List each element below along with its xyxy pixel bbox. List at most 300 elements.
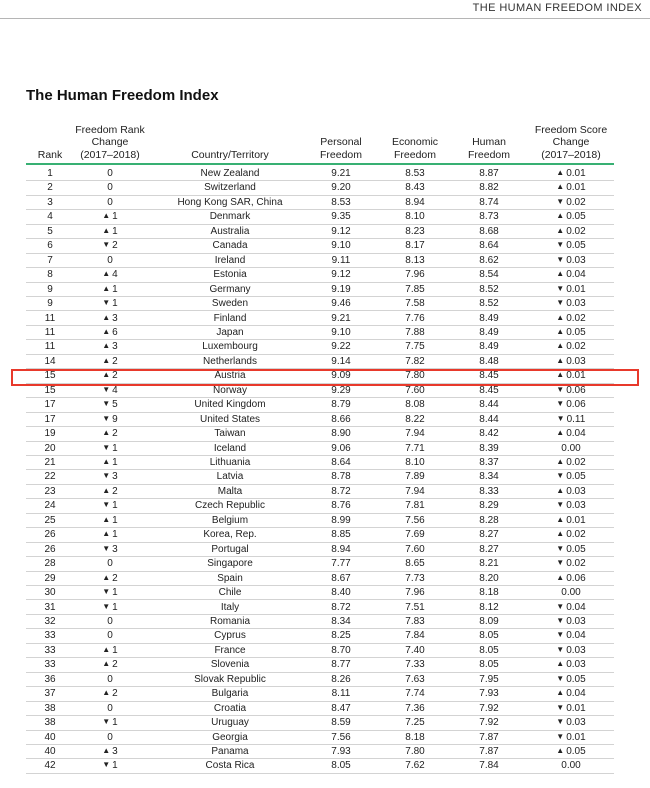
economic-freedom-cell: 7.88	[405, 326, 425, 338]
personal-freedom-cell: 8.72	[331, 601, 351, 613]
country-cell: Australia	[210, 225, 250, 237]
country-cell: Netherlands	[203, 355, 257, 367]
country-cell: Japan	[216, 326, 244, 338]
header-human-freedom: Human Freedom	[467, 136, 510, 161]
economic-freedom-cell: 8.13	[405, 254, 425, 266]
table-row	[0, 731, 650, 745]
rank-cell: 20	[44, 442, 56, 454]
personal-freedom-cell: 8.05	[331, 760, 351, 772]
rank-change-cell: ▲ 3	[102, 746, 118, 757]
score-change-cell: ▲ 0.05	[556, 326, 586, 338]
human-freedom-cell: 8.27	[479, 543, 499, 555]
score-change-cell: ▼ 0.02	[556, 558, 586, 570]
table-row	[0, 312, 650, 326]
table-row	[0, 196, 650, 210]
score-change-cell: ▲ 0.04	[556, 428, 586, 440]
personal-freedom-cell: 8.26	[331, 673, 351, 685]
human-freedom-cell: 8.49	[479, 326, 499, 338]
rank-cell: 11	[44, 312, 56, 324]
score-change-cell: ▼ 0.04	[556, 601, 586, 613]
personal-freedom-cell: 9.21	[331, 312, 351, 324]
human-freedom-cell: 7.93	[479, 688, 499, 700]
rank-cell: 21	[44, 457, 56, 468]
rank-cell: 9	[47, 298, 53, 310]
table-row	[0, 745, 650, 759]
rank-cell: 17	[44, 413, 56, 425]
country-cell: Taiwan	[214, 428, 246, 440]
human-freedom-cell: 7.95	[479, 673, 499, 685]
personal-freedom-cell: 8.76	[331, 500, 351, 512]
country-cell: France	[214, 644, 246, 656]
economic-freedom-cell: 8.22	[405, 413, 425, 425]
rank-change-cell: ▲ 2	[102, 659, 118, 671]
score-change-cell: ▲ 0.03	[556, 659, 586, 671]
rank-cell: 9	[47, 283, 53, 295]
human-freedom-cell: 8.12	[479, 601, 499, 613]
human-freedom-cell: 8.29	[479, 500, 499, 512]
economic-freedom-cell: 7.80	[405, 370, 425, 382]
rank-change-cell: ▼ 3	[102, 543, 118, 555]
rank-change-cell: ▼ 1	[102, 760, 118, 772]
economic-freedom-cell: 7.73	[405, 572, 425, 584]
economic-freedom-cell: 8.23	[405, 225, 425, 237]
rank-change-cell: ▲ 1	[102, 211, 118, 223]
score-change-cell: ▼ 0.03	[556, 615, 586, 627]
country-cell: Panama	[211, 746, 249, 757]
table-title: The Human Freedom Index	[26, 87, 219, 104]
economic-freedom-cell: 7.74	[405, 688, 425, 700]
human-freedom-cell: 8.62	[479, 254, 499, 266]
table-row	[0, 413, 650, 427]
score-change-cell: ▼ 0.03	[556, 500, 586, 512]
rank-cell: 28	[44, 558, 56, 570]
personal-freedom-cell: 8.64	[331, 457, 351, 468]
rank-change-cell: ▼ 1	[102, 717, 118, 729]
economic-freedom-cell: 7.60	[405, 384, 425, 396]
score-change-cell: ▼ 0.06	[556, 384, 586, 396]
table-row	[0, 658, 650, 672]
rank-change-cell: ▼ 9	[102, 413, 118, 425]
personal-freedom-cell: 8.47	[331, 702, 351, 714]
table-row	[0, 629, 650, 643]
country-cell: Sweden	[211, 298, 249, 310]
country-cell: Portugal	[211, 543, 249, 555]
economic-freedom-cell: 8.10	[405, 457, 425, 468]
personal-freedom-cell: 9.19	[331, 283, 351, 295]
rank-cell: 33	[44, 630, 56, 642]
score-change-cell: ▼ 0.05	[556, 240, 586, 252]
rank-cell: 22	[44, 471, 56, 483]
personal-freedom-cell: 8.40	[331, 587, 351, 599]
country-cell: Finland	[213, 312, 247, 324]
economic-freedom-cell: 8.18	[405, 731, 425, 743]
human-freedom-cell: 8.42	[479, 428, 499, 440]
rank-cell: 25	[44, 514, 56, 526]
rank-change-cell: ▼ 1	[102, 500, 118, 512]
rank-change-cell: ▲ 2	[102, 355, 118, 367]
human-freedom-cell: 8.05	[479, 659, 499, 671]
score-change-cell: ▼ 0.02	[556, 196, 586, 208]
table-row	[0, 326, 650, 340]
rank-cell: 36	[44, 673, 56, 685]
economic-freedom-cell: 8.10	[405, 211, 425, 223]
country-cell: Luxembourg	[202, 341, 258, 353]
rank-change-cell: ▲ 6	[102, 326, 118, 338]
human-freedom-cell: 8.05	[479, 630, 499, 642]
country-cell: Estonia	[213, 269, 247, 281]
rank-change-cell: 0	[107, 182, 113, 194]
rank-cell: 19	[44, 428, 56, 440]
country-cell: Austria	[214, 370, 246, 382]
country-cell: Korea, Rep.	[203, 529, 257, 541]
economic-freedom-cell: 7.56	[405, 514, 425, 526]
score-change-cell: ▲ 0.02	[556, 341, 586, 353]
rank-cell: 38	[44, 702, 56, 714]
country-cell: Romania	[209, 615, 251, 627]
rank-cell: 32	[44, 615, 56, 627]
rank-change-cell: 0	[107, 702, 113, 714]
human-freedom-cell: 8.52	[479, 283, 499, 295]
score-change-cell: ▲ 0.01	[556, 514, 586, 526]
table-row	[0, 283, 650, 297]
score-change-cell: ▲ 0.02	[556, 529, 586, 541]
rank-change-cell: ▲ 2	[102, 428, 118, 440]
human-freedom-cell: 8.18	[479, 587, 499, 599]
personal-freedom-cell: 9.29	[331, 384, 351, 396]
table-row	[0, 514, 650, 528]
rank-cell: 11	[44, 341, 56, 353]
personal-freedom-cell: 8.59	[331, 717, 351, 729]
table-row	[0, 586, 650, 600]
score-change-cell: ▲ 0.05	[556, 746, 586, 757]
economic-freedom-cell: 7.89	[405, 471, 425, 483]
score-change-cell: ▲ 0.01	[556, 168, 586, 179]
country-cell: Costa Rica	[205, 760, 255, 772]
rank-change-cell: ▼ 1	[102, 442, 118, 454]
rank-cell: 29	[44, 572, 56, 584]
human-freedom-cell: 8.37	[479, 457, 499, 468]
table-row	[0, 442, 650, 456]
rank-cell: 15	[44, 370, 56, 382]
score-change-cell: ▼ 0.01	[556, 731, 586, 743]
human-freedom-cell: 8.74	[479, 196, 499, 208]
rank-change-cell: ▼ 2	[102, 240, 118, 252]
header-rank-change: Freedom Rank Change (2017–2018)	[75, 123, 145, 161]
table-row	[0, 572, 650, 586]
country-cell: Singapore	[207, 558, 253, 570]
score-change-cell: 0.00	[561, 587, 581, 599]
personal-freedom-cell: 8.72	[331, 485, 351, 497]
rank-cell: 4	[47, 211, 53, 223]
rank-change-cell: ▼ 4	[102, 384, 118, 396]
personal-freedom-cell: 8.85	[331, 529, 351, 541]
personal-freedom-cell: 9.46	[331, 298, 351, 310]
personal-freedom-cell: 9.35	[331, 211, 351, 223]
human-freedom-cell: 8.39	[479, 442, 499, 454]
personal-freedom-cell: 9.12	[331, 225, 351, 237]
personal-freedom-cell: 8.99	[331, 514, 351, 526]
personal-freedom-cell: 9.14	[331, 355, 351, 367]
country-cell: Croatia	[213, 702, 247, 714]
personal-freedom-cell: 9.09	[331, 370, 351, 382]
rank-cell: 17	[44, 399, 56, 411]
table-row	[0, 557, 650, 571]
personal-freedom-cell: 8.66	[331, 413, 351, 425]
human-freedom-cell: 8.64	[479, 240, 499, 252]
table-row	[0, 528, 650, 542]
personal-freedom-cell: 8.34	[331, 615, 351, 627]
score-change-cell: ▼ 0.05	[556, 471, 586, 483]
header-economic-freedom: Economic Freedom	[391, 136, 439, 161]
economic-freedom-cell: 7.76	[405, 312, 425, 324]
rank-change-cell: ▲ 2	[102, 485, 118, 497]
personal-freedom-cell: 9.12	[331, 269, 351, 281]
economic-freedom-cell: 7.81	[405, 500, 425, 512]
score-change-cell: ▼ 0.11	[556, 413, 586, 425]
economic-freedom-cell: 7.69	[405, 529, 425, 541]
human-freedom-cell: 8.45	[479, 384, 499, 396]
score-change-cell: ▲ 0.05	[556, 211, 586, 223]
score-change-cell: ▲ 0.06	[556, 572, 586, 584]
economic-freedom-cell: 8.08	[405, 399, 425, 411]
economic-freedom-cell: 7.84	[405, 630, 425, 642]
economic-freedom-cell: 7.83	[405, 615, 425, 627]
personal-freedom-cell: 8.94	[331, 543, 351, 555]
personal-freedom-cell: 7.93	[331, 746, 351, 757]
human-freedom-cell: 8.27	[479, 529, 499, 541]
table-row	[0, 470, 650, 484]
rank-cell: 33	[44, 644, 56, 656]
table-row	[0, 167, 650, 181]
economic-freedom-cell: 7.40	[405, 644, 425, 656]
header-personal-freedom: Personal Freedom	[319, 136, 362, 161]
table-row	[0, 254, 650, 268]
table-row	[0, 355, 650, 369]
rank-change-cell: 0	[107, 731, 113, 743]
personal-freedom-cell: 7.56	[331, 731, 351, 743]
table-row	[0, 181, 650, 195]
rank-change-cell: ▼ 1	[102, 587, 118, 599]
human-freedom-cell: 8.44	[479, 399, 499, 411]
rank-cell: 5	[47, 225, 53, 237]
rank-cell: 11	[44, 326, 56, 338]
score-change-cell: ▼ 0.03	[556, 644, 586, 656]
economic-freedom-cell: 7.58	[405, 298, 425, 310]
score-change-cell: ▲ 0.01	[556, 182, 586, 194]
rank-change-cell: 0	[107, 168, 113, 179]
table-row	[0, 210, 650, 224]
country-cell: Slovak Republic	[194, 673, 266, 685]
rank-cell: 2	[47, 182, 53, 194]
country-cell: Chile	[218, 587, 242, 599]
human-freedom-cell: 8.28	[479, 514, 499, 526]
economic-freedom-cell: 8.43	[405, 182, 425, 194]
rank-change-cell: 0	[107, 630, 113, 642]
rank-cell: 23	[44, 485, 56, 497]
country-cell: Bulgaria	[211, 688, 249, 700]
rank-change-cell: 0	[107, 196, 113, 208]
table-row	[0, 673, 650, 687]
table-row	[0, 644, 650, 658]
human-freedom-cell: 8.52	[479, 298, 499, 310]
rank-cell: 40	[44, 746, 56, 757]
rank-cell: 38	[44, 717, 56, 729]
personal-freedom-cell: 9.22	[331, 341, 351, 353]
header-country: Country/Territory	[191, 148, 269, 161]
score-change-cell: ▼ 0.01	[556, 702, 586, 714]
rank-change-cell: 0	[107, 673, 113, 685]
human-freedom-cell: 8.20	[479, 572, 499, 584]
table-row	[0, 427, 650, 441]
country-cell: New Zealand	[200, 168, 260, 179]
table-row	[0, 398, 650, 412]
table-row	[0, 716, 650, 730]
personal-freedom-cell: 8.11	[331, 688, 351, 700]
country-cell: Spain	[217, 572, 243, 584]
rank-cell: 8	[47, 269, 53, 281]
human-freedom-cell: 8.87	[479, 168, 499, 179]
score-change-cell: ▼ 0.03	[556, 298, 586, 310]
rank-cell: 3	[47, 196, 53, 208]
human-freedom-cell: 8.48	[479, 355, 499, 367]
table-row	[0, 601, 650, 615]
rank-change-cell: ▲ 3	[102, 312, 118, 324]
personal-freedom-cell: 8.90	[331, 428, 351, 440]
human-freedom-cell: 8.05	[479, 644, 499, 656]
personal-freedom-cell: 8.79	[331, 399, 351, 411]
rank-cell: 33	[44, 659, 56, 671]
economic-freedom-cell: 7.25	[405, 717, 425, 729]
country-cell: Malta	[217, 485, 243, 497]
table-row	[0, 615, 650, 629]
score-change-cell: ▲ 0.02	[556, 312, 586, 324]
table-row	[0, 239, 650, 253]
table-row	[0, 340, 650, 354]
running-head-rule	[0, 18, 650, 19]
personal-freedom-cell: 8.70	[331, 644, 351, 656]
table-row	[0, 485, 650, 499]
personal-freedom-cell: 8.67	[331, 572, 351, 584]
score-change-cell: ▲ 0.03	[556, 485, 586, 497]
human-freedom-cell: 8.34	[479, 471, 499, 483]
human-freedom-cell: 7.92	[479, 702, 499, 714]
rank-cell: 30	[44, 587, 56, 599]
economic-freedom-cell: 7.82	[405, 355, 425, 367]
human-freedom-cell: 8.49	[479, 312, 499, 324]
human-freedom-cell: 7.87	[479, 731, 499, 743]
economic-freedom-cell: 7.62	[405, 760, 425, 772]
country-cell: Cyprus	[214, 630, 246, 642]
economic-freedom-cell: 7.51	[405, 601, 425, 613]
human-freedom-cell: 8.45	[479, 370, 499, 382]
country-cell: Canada	[212, 240, 248, 252]
economic-freedom-cell: 7.60	[405, 543, 425, 555]
rank-change-cell: ▲ 1	[102, 514, 118, 526]
country-cell: Norway	[213, 384, 247, 396]
economic-freedom-cell: 7.94	[405, 428, 425, 440]
economic-freedom-cell: 7.96	[405, 269, 425, 281]
rank-change-cell: ▲ 1	[102, 283, 118, 295]
economic-freedom-cell: 7.63	[405, 673, 425, 685]
score-change-cell: ▼ 0.03	[556, 254, 586, 266]
human-freedom-cell: 8.54	[479, 269, 499, 281]
rank-cell: 26	[44, 543, 56, 555]
personal-freedom-cell: 9.10	[331, 240, 351, 252]
rank-cell: 37	[44, 688, 56, 700]
rank-cell: 6	[47, 240, 53, 252]
country-cell: Slovenia	[210, 659, 250, 671]
human-freedom-cell: 8.09	[479, 615, 499, 627]
country-cell: United States	[199, 413, 261, 425]
personal-freedom-cell: 8.53	[331, 196, 351, 208]
rank-cell: 31	[44, 601, 56, 613]
country-cell: Switzerland	[204, 182, 256, 194]
rank-cell: 15	[44, 384, 56, 396]
rank-cell: 26	[44, 529, 56, 541]
score-change-cell: ▲ 0.04	[556, 688, 586, 700]
human-freedom-cell: 8.21	[479, 558, 499, 570]
economic-freedom-cell: 8.94	[405, 196, 425, 208]
human-freedom-cell: 7.87	[479, 746, 499, 757]
rank-cell: 7	[47, 254, 53, 266]
rank-change-cell: ▲ 2	[102, 688, 118, 700]
highlight-box	[11, 369, 639, 386]
personal-freedom-cell: 7.77	[331, 558, 351, 570]
rank-change-cell: ▼ 1	[102, 298, 118, 310]
economic-freedom-cell: 7.75	[405, 341, 425, 353]
rank-cell: 40	[44, 731, 56, 743]
personal-freedom-cell: 9.10	[331, 326, 351, 338]
personal-freedom-cell: 8.77	[331, 659, 351, 671]
human-freedom-cell: 8.68	[479, 225, 499, 237]
table-row	[0, 297, 650, 311]
personal-freedom-cell: 8.25	[331, 630, 351, 642]
rank-cell: 42	[44, 760, 56, 772]
score-change-cell: ▼ 0.03	[556, 717, 586, 729]
country-cell: Denmark	[209, 211, 251, 223]
country-cell: Italy	[220, 601, 240, 613]
rank-change-cell: ▲ 2	[102, 572, 118, 584]
human-freedom-cell: 8.49	[479, 341, 499, 353]
rank-change-cell: ▲ 1	[102, 529, 118, 541]
rank-change-cell: 0	[107, 254, 113, 266]
rank-change-cell: 0	[107, 615, 113, 627]
score-change-cell: ▼ 0.05	[556, 543, 586, 555]
country-cell: Iceland	[213, 442, 247, 454]
table-row	[0, 759, 650, 773]
personal-freedom-cell: 8.78	[331, 471, 351, 483]
country-cell: Latvia	[216, 471, 244, 483]
human-freedom-cell: 8.33	[479, 485, 499, 497]
economic-freedom-cell: 7.85	[405, 283, 425, 295]
economic-freedom-cell: 7.80	[405, 746, 425, 757]
score-change-cell: ▲ 0.03	[556, 355, 586, 367]
country-cell: Czech Republic	[194, 500, 266, 512]
country-cell: Belgium	[211, 514, 249, 526]
rank-change-cell: ▲ 1	[102, 225, 118, 237]
rank-change-cell: ▲ 1	[102, 644, 118, 656]
economic-freedom-cell: 7.36	[405, 702, 425, 714]
rank-change-cell: ▲ 1	[102, 457, 118, 468]
country-cell: Ireland	[214, 254, 246, 266]
economic-freedom-cell: 8.53	[405, 168, 425, 179]
country-cell: Germany	[209, 283, 251, 295]
rank-change-cell: ▲ 2	[102, 370, 118, 382]
economic-freedom-cell: 7.96	[405, 587, 425, 599]
country-cell: Georgia	[212, 731, 248, 743]
table-row	[0, 702, 650, 716]
table-row	[0, 456, 650, 470]
